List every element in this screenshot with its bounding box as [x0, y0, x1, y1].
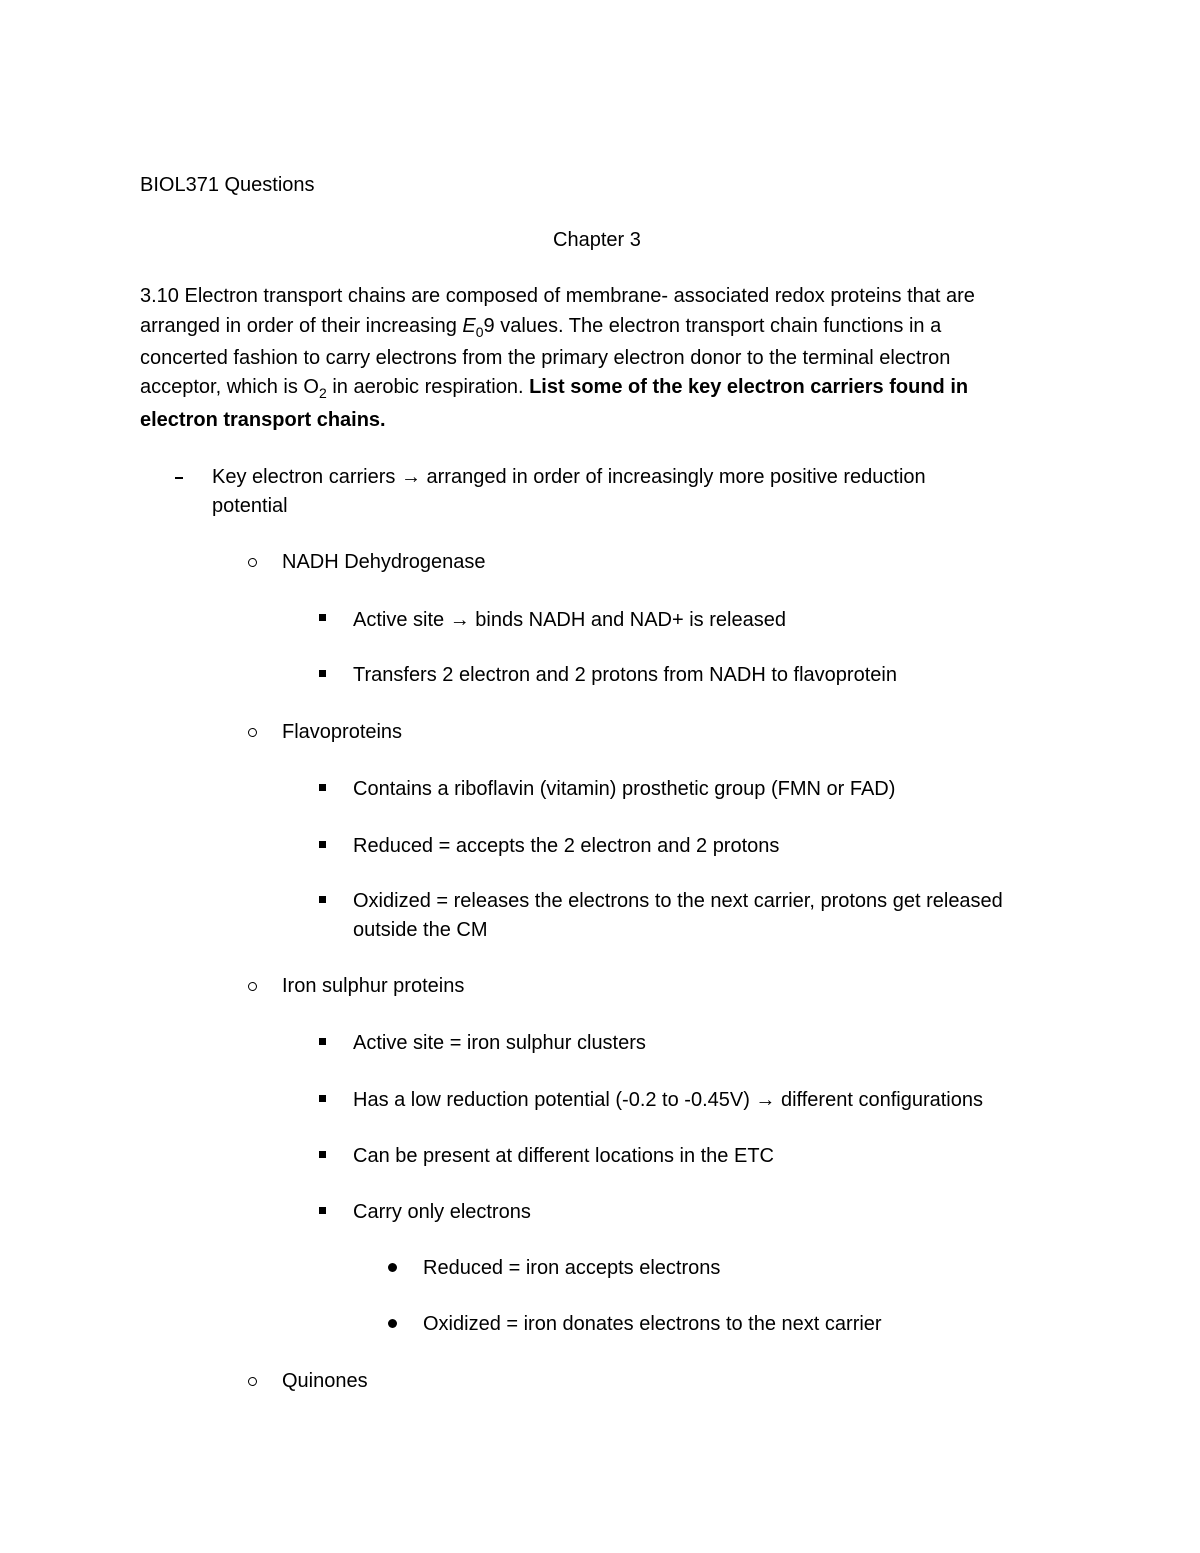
- square-bullet: [319, 896, 326, 903]
- question-line-2: arranged in order of their increasing $E_09$ values. The electron transport chain functions in a: [140, 315, 942, 340]
- question-line-1: 3.10 Electron transport chains are composed of membrane- associated redox proteins that are: [140, 285, 975, 307]
- intro-line-2: potential: [212, 495, 288, 517]
- question-prompt: List some of the key electron carriers found in: [529, 376, 969, 398]
- square-bullet: [319, 1095, 326, 1102]
- square-bullet: [319, 1207, 326, 1214]
- carrier-point: Transfers 2 electron and 2 protons from NADH to flavoprotein: [353, 664, 897, 686]
- carrier-point: Active site = iron sulphur clusters: [353, 1032, 646, 1054]
- circle-bullet: [248, 558, 257, 567]
- document-header: BIOL371 Questions: [140, 174, 315, 196]
- carrier-point: Reduced = accepts the 2 electron and 2 protons: [353, 835, 780, 857]
- circle-bullet: [248, 982, 257, 991]
- circle-bullet: [248, 1377, 257, 1386]
- dot-bullet: [388, 1263, 397, 1272]
- square-bullet: [319, 1151, 326, 1158]
- question-line-5: electron transport chains.: [140, 409, 386, 431]
- chapter-title: Chapter 3: [553, 229, 641, 251]
- dot-bullet: [388, 1319, 397, 1328]
- question-line-3: concerted fashion to carry electrons from the primary electron donor to the terminal electron: [140, 347, 951, 369]
- square-bullet: [319, 841, 326, 848]
- intro-line-1: Key electron carriers → arranged in order of increasingly more positive reduction: [212, 466, 926, 488]
- carrier-point-continued: outside the CM: [353, 919, 488, 941]
- square-bullet: [319, 614, 326, 621]
- carrier-point: Active site → binds NADH and NAD+ is released: [353, 609, 786, 631]
- circle-bullet: [248, 728, 257, 737]
- carrier-point: Has a low reduction potential (-0.2 to -0.45V) → different configurations: [353, 1089, 983, 1111]
- carrier-name: Quinones: [282, 1370, 368, 1392]
- square-bullet: [319, 670, 326, 677]
- carrier-subpoint: Reduced = iron accepts electrons: [423, 1257, 721, 1279]
- dash-bullet: [175, 477, 183, 479]
- carrier-name: NADH Dehydrogenase: [282, 551, 486, 573]
- carrier-subpoint: Oxidized = iron donates electrons to the next carrier: [423, 1313, 882, 1335]
- carrier-point: Can be present at different locations in the ETC: [353, 1145, 774, 1167]
- carrier-name: Flavoproteins: [282, 721, 403, 743]
- carrier-point: Carry only electrons: [353, 1201, 531, 1223]
- carrier-name: Iron sulphur proteins: [282, 975, 465, 997]
- square-bullet: [319, 1038, 326, 1045]
- carrier-point: Contains a riboflavin (vitamin) prosthetic group (FMN or FAD): [353, 778, 896, 800]
- question-line-4: acceptor, which is $O_2$ in aerobic respiration. List some of the key electron carriers found in: [140, 376, 969, 401]
- square-bullet: [319, 784, 326, 791]
- carrier-point: Oxidized = releases the electrons to the next carrier, protons get released: [353, 890, 1003, 912]
